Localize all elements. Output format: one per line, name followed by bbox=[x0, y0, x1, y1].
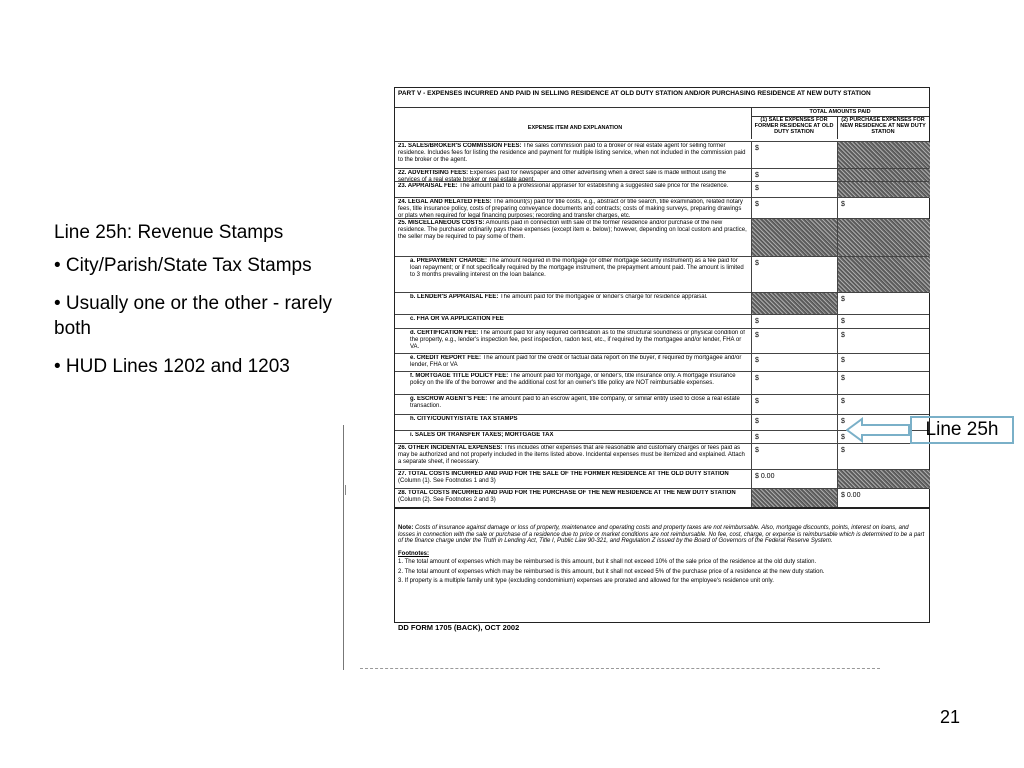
amount-value: $ bbox=[755, 357, 759, 364]
form-footer-code: DD FORM 1705 (BACK), OCT 2002 bbox=[398, 623, 520, 632]
amount-value: $ bbox=[755, 398, 759, 405]
row-title: 26. OTHER INCIDENTAL EXPENSES: bbox=[398, 445, 503, 451]
form-row bbox=[395, 328, 929, 354]
row-description bbox=[398, 445, 748, 470]
row-explanation: The amount paid for the mortgagee or lender's charge for residence appraisal. bbox=[498, 294, 708, 300]
row-title: h. CITY/COUNTY/STATE TAX STAMPS bbox=[410, 416, 518, 422]
sale-expense-cell bbox=[751, 293, 837, 315]
amount-value: $ bbox=[841, 357, 845, 364]
total-amounts-header: TOTAL AMOUNTS PAID bbox=[809, 109, 871, 115]
footnotes-title: Footnotes: bbox=[398, 550, 429, 557]
amount-value: $ bbox=[755, 332, 759, 339]
row-description bbox=[398, 143, 748, 169]
row-title: c. FHA OR VA APPLICATION FEE bbox=[410, 316, 504, 322]
amount-value: $ bbox=[755, 260, 759, 267]
row-explanation: The amount paid to a professional appraiser for establishing a suggested sale price for the residence. bbox=[457, 183, 729, 189]
row-description bbox=[398, 490, 748, 508]
purchase-expense-cell bbox=[837, 182, 930, 198]
bullet-tax-stamps: • City/Parish/State Tax Stamps bbox=[54, 255, 312, 276]
amount-value: $ bbox=[755, 201, 759, 208]
page-number: 21 bbox=[940, 707, 961, 727]
row-description bbox=[410, 355, 748, 372]
purchase-expense-cell bbox=[837, 198, 930, 219]
amount-value: $ bbox=[755, 418, 759, 425]
bullet-one-or-other: • Usually one or the other - rarely both bbox=[54, 293, 333, 339]
row-title: 24. LEGAL AND RELATED FEES: bbox=[398, 199, 492, 205]
amount-value: $ bbox=[841, 318, 845, 325]
col2-header-divider bbox=[837, 116, 838, 139]
row-title: 27. TOTAL COSTS INCURRED AND PAID FOR THE SALE OF THE FORMER RESIDENCE AT THE OLD DUTY STATION bbox=[398, 471, 729, 477]
footnote-1: 1. The total amount of expenses which may be reimbursed is this amount, but it shall not exceed 10% of the sale price of the residence at the old duty station. bbox=[398, 559, 817, 565]
amount-value: $ bbox=[755, 318, 759, 325]
dd-form-1705-image bbox=[394, 87, 930, 623]
amount-value: $ bbox=[755, 434, 759, 441]
amount-value: $ bbox=[841, 201, 845, 208]
row-description bbox=[398, 183, 748, 198]
purchase-expense-cell bbox=[837, 219, 930, 257]
sale-expense-cell bbox=[751, 415, 837, 431]
form-row bbox=[395, 256, 929, 293]
form-row bbox=[395, 314, 929, 329]
amount-value: $ bbox=[841, 375, 845, 382]
purchase-expense-cell bbox=[837, 315, 930, 329]
row-title: 22. ADVERTISING FEES: bbox=[398, 170, 469, 176]
sale-expense-cell bbox=[751, 329, 837, 354]
sale-expense-cell bbox=[751, 315, 837, 329]
sale-expense-cell bbox=[751, 354, 837, 372]
form-row bbox=[395, 353, 929, 372]
row-title: i. SALES OR TRANSFER TAXES; MORTGAGE TAX bbox=[410, 432, 554, 438]
row-title: g. ESCROW AGENT'S FEE: bbox=[410, 396, 488, 402]
form-row bbox=[395, 168, 929, 182]
sale-expense-cell bbox=[751, 395, 837, 415]
purchase-expense-cell bbox=[837, 257, 930, 293]
row-title: 21. SALES/BROKER'S COMMISSION FEES: bbox=[398, 143, 522, 149]
row-description bbox=[398, 199, 748, 219]
row-title: 28. TOTAL COSTS INCURRED AND PAID FOR THE PURCHASE OF THE NEW RESIDENCE AT THE NEW DUTY STATION bbox=[398, 490, 736, 496]
amount-value: $ 0.00 bbox=[841, 492, 861, 499]
row-explanation: The amount paid to an escrow agent, title company, or similar entity used to close a real estate transaction. bbox=[410, 396, 740, 409]
header-divider bbox=[395, 107, 929, 108]
purchase-expense-cell bbox=[837, 372, 930, 395]
row-description bbox=[398, 220, 748, 257]
amount-value: $ bbox=[755, 447, 759, 454]
row-explanation: The amount(s) paid for title costs, e.g., abstract or title search, title examination, related notary fees, title insurance policy, costs of preparing conveyance documents and contracts; costs of making surveys, preparing drawings or plats when required for legal financing purposes; recording and transfer charges, etc. bbox=[398, 199, 743, 219]
form-row bbox=[395, 488, 929, 508]
form-row bbox=[395, 181, 929, 198]
amount-value: $ bbox=[841, 418, 845, 425]
scan-bottom-edge bbox=[360, 668, 880, 669]
row-title: 23. APPRAISAL FEE: bbox=[398, 183, 458, 189]
slide-body bbox=[54, 220, 354, 392]
form-row bbox=[395, 371, 929, 395]
row-title: f. MORTGAGE TITLE POLICY FEE: bbox=[410, 373, 509, 379]
callout-arrow-icon bbox=[846, 417, 910, 443]
form-row bbox=[395, 292, 929, 315]
amount-value: $ bbox=[755, 172, 759, 179]
row-description bbox=[398, 471, 748, 489]
amount-value: $ 0.00 bbox=[755, 473, 775, 480]
row-explanation: Expenses paid for newspaper and other advertising when a direct sale is made without using the services of a real estate broker or real estate agent. bbox=[398, 170, 726, 182]
amount-value: $ bbox=[755, 145, 759, 152]
form-row bbox=[395, 394, 929, 415]
sale-expense-cell bbox=[751, 489, 837, 508]
purchase-expense-cell bbox=[837, 489, 930, 508]
expense-column-header: EXPENSE ITEM AND EXPLANATION bbox=[527, 125, 623, 131]
row-explanation: (Column (1). See Footnotes 1 and 3) bbox=[398, 478, 496, 484]
amount-value: $ bbox=[755, 375, 759, 382]
row-description bbox=[410, 258, 748, 293]
row-explanation: This includes other expenses that are reasonable and customary charges or fees paid as may be authorized and not properly included in the items listed above. Incidental expenses must be itemized and explained. Attach a separate sheet, if necessary. bbox=[398, 445, 745, 465]
sale-expense-cell bbox=[751, 142, 837, 169]
row-description bbox=[410, 416, 748, 431]
sale-expense-cell bbox=[751, 198, 837, 219]
purchase-expense-cell bbox=[837, 142, 930, 169]
row-title: b. LENDER'S APPRAISAL FEE: bbox=[410, 294, 499, 300]
row-explanation: The amount paid for any required certification as to the structural soundness or physical condition of the property, e.g., lender's inspection fee, pest inspection, radon test, etc., if required by the mortgagee and/or lender, FHA or VA. bbox=[410, 330, 745, 350]
row-description bbox=[410, 330, 748, 354]
row-explanation: (Column (2). See Footnotes 2 and 3) bbox=[398, 497, 496, 503]
table-bottom-rule bbox=[395, 507, 929, 509]
col1-header-divider bbox=[751, 107, 752, 139]
amount-value: $ bbox=[841, 398, 845, 405]
amount-value: $ bbox=[841, 434, 845, 441]
row-title: 25. MISCELLANEOUS COSTS: bbox=[398, 220, 485, 226]
scan-edge-line bbox=[343, 425, 344, 670]
row-explanation: The amount required in the mortgage (or other mortgage security instrument) as a fee paid for loan repayment; or if not specifically required by the mortgage instrument, the prepayment amount paid. The amount is limited to 3 months prevailing interest on the loan balance. bbox=[410, 258, 744, 278]
row-explanation: The amount paid for mortgage, or lender's, title insurance only. A mortgage insurance policy on the life of the borrower and the additional cost for an owner's title policy are NOT reimbursable expenses. bbox=[410, 373, 736, 386]
sale-expense-cell bbox=[751, 444, 837, 470]
form-notes bbox=[398, 525, 925, 585]
row-title: a. PREPAYMENT CHARGE: bbox=[410, 258, 488, 264]
purchase-expense-cell bbox=[837, 354, 930, 372]
column-1-header: (1) SALE EXPENSES FOR FORMER RESIDENCE AT OLD DUTY STATION bbox=[754, 117, 834, 135]
bullet-hud-lines: • HUD Lines 1202 and 1203 bbox=[54, 356, 290, 377]
amount-value: $ bbox=[841, 296, 845, 303]
amount-value: $ bbox=[755, 185, 759, 192]
amount-value: $ bbox=[841, 447, 845, 454]
purchase-expense-cell bbox=[837, 329, 930, 354]
row-explanation: The amount paid for the credit or factual data report on the buyer, if required by mortgagee and/or lender, FHA or VA bbox=[410, 355, 742, 368]
form-part-header: PART V - EXPENSES INCURRED AND PAID IN SELLING RESIDENCE AT OLD DUTY STATION AND/OR PURCHASING RESIDENCE AT NEW DUTY STATION bbox=[398, 90, 871, 97]
purchase-expense-cell bbox=[837, 293, 930, 315]
row-description bbox=[410, 373, 748, 395]
footnote-2: 2. The total amount of expenses which may be reimbursed is this amount, but it shall not exceed 5% of the purchase price of a residence at the new duty station. bbox=[398, 568, 825, 575]
column-2-header: (2) PURCHASE EXPENSES FOR NEW RESIDENCE AT NEW DUTY STATION bbox=[840, 117, 926, 135]
scan-mark bbox=[345, 485, 346, 495]
row-explanation: The sales commission paid to a broker or real estate agent for selling former residence. Includes fees for listing the residence and payment for multiple listing service, when not included in the commission paid to the broker or the agent. bbox=[398, 143, 746, 163]
row-description bbox=[410, 396, 748, 415]
row-explanation: Amounts paid in connection with sale of the former residence and/or purchase of the new residence. The purchaser ordinarily pays these expenses (except item e. below); however, depending on local custom and practice, the seller may be required to pay some of them. bbox=[398, 220, 747, 240]
sale-expense-cell bbox=[751, 257, 837, 293]
form-row bbox=[395, 218, 929, 257]
note-title: Note: bbox=[398, 525, 414, 531]
sale-expense-cell bbox=[751, 219, 837, 257]
purchase-expense-cell bbox=[837, 444, 930, 470]
footnote-3: 3. If property is a multiple family unit type (excluding condominium) expenses are prorated and allowed for the employee's residence unit only. bbox=[398, 578, 774, 584]
amount-value: $ bbox=[841, 332, 845, 339]
form-row bbox=[395, 443, 929, 470]
form-row bbox=[395, 197, 929, 219]
sale-expense-cell bbox=[751, 372, 837, 395]
row-title: d. CERTIFICATION FEE: bbox=[410, 330, 479, 336]
form-row bbox=[395, 469, 929, 489]
form-row bbox=[395, 141, 929, 169]
row-description bbox=[410, 294, 748, 315]
slide-heading: Line 25h: Revenue Stamps bbox=[54, 222, 284, 243]
purchase-expense-cell bbox=[837, 470, 930, 489]
sale-expense-cell bbox=[751, 182, 837, 198]
sale-expense-cell bbox=[751, 470, 837, 489]
callout-label-line-25h: Line 25h bbox=[910, 416, 1014, 444]
purchase-expense-cell bbox=[837, 395, 930, 415]
row-title: e. CREDIT REPORT FEE: bbox=[410, 355, 482, 361]
note-text: Costs of insurance against damage or loss of property, maintenance and operating costs and property taxes are not reimbursable. Also, mortgage discounts, points, interest on loans, and losses in connection with the sale or purchase of a residence due to price or market conditions are not reimbursable. No fee, cost, charge, or expense is reimbursable which is determined to be a part of the finance charge under the Truth in Lending Act, Title I, Public Law 90-321, and Regulation Z issued by the Board of Governors of the Federal Reserve System. bbox=[398, 525, 925, 544]
